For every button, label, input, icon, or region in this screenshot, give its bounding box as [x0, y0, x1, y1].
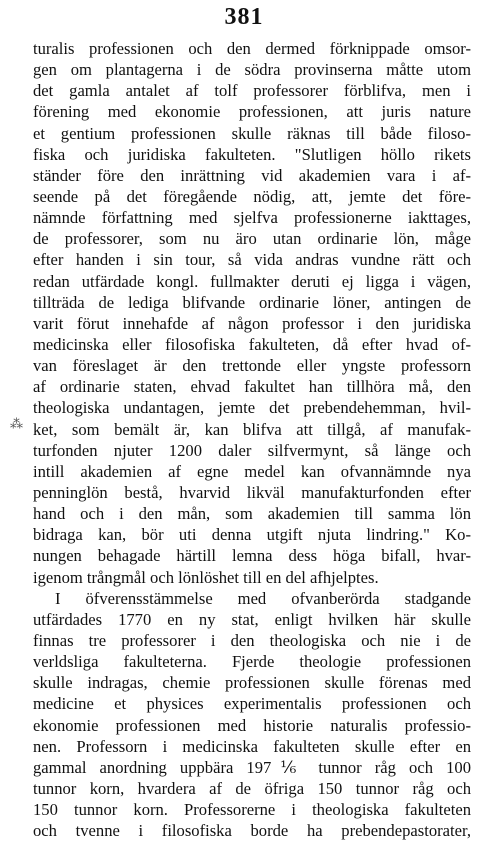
text-line: 150 tunnor korn. Professorerne i theologiska fakulteten	[33, 800, 471, 820]
text-line: fiska och juridiska fakulteten. "Slutligen höllo rikets	[33, 144, 471, 164]
text-line: förening med ekonomie professionen, att juris nature	[33, 102, 471, 122]
page-number: 381	[224, 4, 264, 30]
body-text	[33, 38, 471, 841]
text-line: nämnde författning med sjelfva professionerne iakttages,	[33, 208, 471, 228]
text-line: penninglön bestå, hvarvid likväl manufakturfonden efter	[33, 482, 471, 502]
text-line: ständer före den inrättning vid akademien vara i af-	[33, 165, 471, 185]
text-line: ket, som bemält är, kan blifva att tillgå, af manufak-	[33, 419, 471, 439]
text-line: nen. Professorn i medicinska fakulteten skulle efter en	[33, 736, 471, 756]
text-line: bidraga kan, bör uti denna utgift njuta lindring." Ko-	[33, 525, 471, 545]
text-line: medicinska eller filosofiska fakulteten, då efter hvad of-	[33, 334, 471, 354]
text-line: ekonomie professionen med historie naturalis professio-	[33, 715, 471, 735]
text-line: det gamla antalet af tolf professorer förblifva, men i	[33, 81, 471, 101]
text-line: intill akademien af egne medel kan ofvannämnde nya	[33, 461, 471, 481]
margin-mark: ⁂	[10, 416, 23, 431]
text-line: skulle indragas, chemie professionen skulle förenas med	[33, 673, 471, 693]
text-line: turfonden njuter 1200 daler silfvermynt, så länge och	[33, 440, 471, 460]
text-line: medicine et physices experimentalis professionen och	[33, 694, 471, 714]
text-line: utfärdades 1770 en ny stat, enligt hvilken här skulle	[33, 609, 471, 629]
text-line: igenom trångmål och lönlöshet till en del afhjelptes.	[33, 567, 379, 587]
text-line: redan utfärdade kongl. fullmakter deruti ej ligga i vägen,	[33, 271, 471, 291]
text-line: turalis professionen och den dermed förknippade omsor-	[33, 39, 471, 58]
text-line: et gentium professionen skulle räknas till både filoso-	[33, 123, 471, 143]
text-line: efter handen i sin tour, så vida andras vundne rätt och	[33, 250, 471, 270]
text-line: verldsliga fakulteterna. Fjerde theologie professionen	[33, 652, 471, 672]
text-line: och tvenne i filosofiska borde ha prebendepastorater,	[33, 821, 471, 841]
text-line: theologiska undantagen, jemte det prebendehemman, hvil-	[33, 398, 471, 418]
text-line: seende på det föregående nödig, att, jemte det före-	[33, 186, 471, 206]
text-line: hand och i den mån, som akademien till samma lön	[33, 504, 471, 524]
text-line: varit förut innehafde af någon professor i den juridiska	[33, 313, 471, 333]
text-line: finnas tre professorer i den theologiska och nie i de	[33, 630, 471, 650]
text-line: de professorer, som nu äro utan ordinarie lön, måge	[33, 229, 471, 249]
text-line: gammal anordning uppbära 197⅙ tunnor råg och 100	[33, 757, 471, 777]
text-line: tunnor korn, hvardera af de öfriga 150 tunnor råg och	[33, 778, 471, 798]
text-line: af ordinarie staten, ehvad fakultet han tillhöra må, den	[33, 377, 471, 397]
text-line: van föreslaget är den trettonde eller yngste professorn	[33, 356, 471, 376]
text-line: tillträda de lediga blifvande ordinarie löner, antingen de	[33, 292, 471, 312]
text-line: I öfverensstämmelse med ofvanberörda stadgande	[55, 588, 471, 608]
text-line: nungen behagade härtill lemna dess höga bifall, hvar-	[33, 546, 471, 566]
text-line: gen om plantagerna i de södra provinserna måtte utom	[33, 60, 471, 80]
